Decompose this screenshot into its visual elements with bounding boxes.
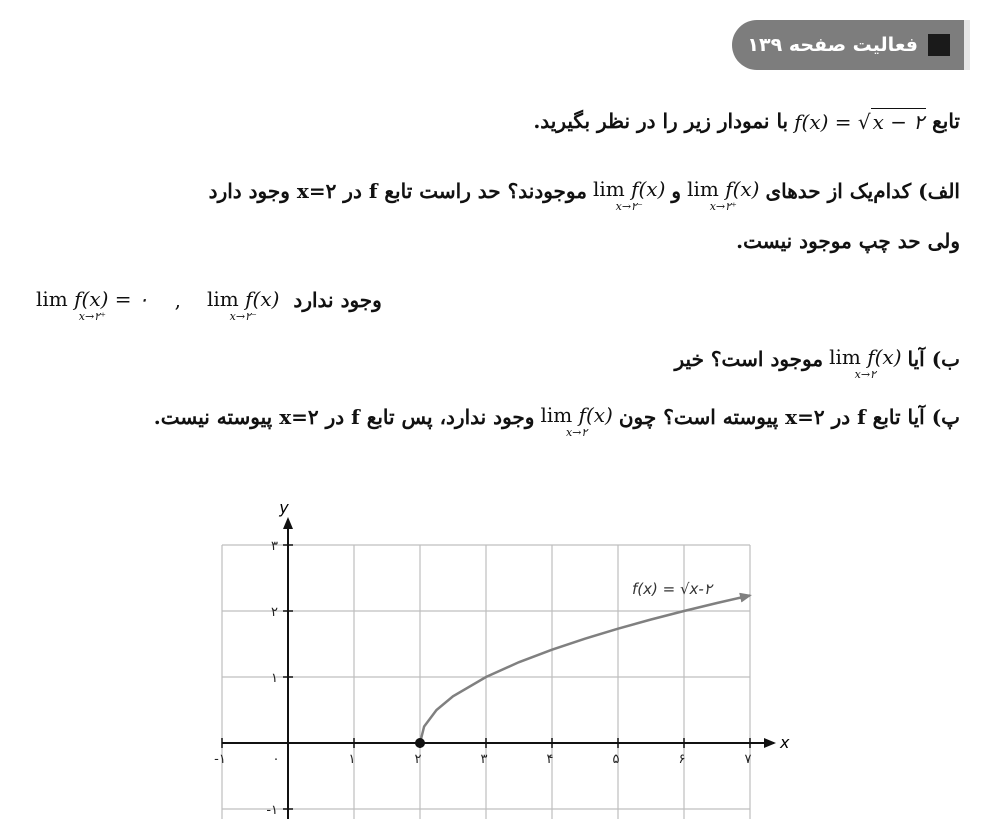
x-axis-label: x bbox=[780, 733, 790, 752]
pe-lim-word: lim bbox=[540, 403, 573, 427]
ans-lim-left-word: lim bbox=[207, 287, 239, 311]
be-lim-word: lim bbox=[829, 345, 861, 369]
lim-right-word: lim bbox=[687, 177, 719, 201]
ans-lim-right-word: lim bbox=[36, 287, 68, 311]
badge-stripe bbox=[964, 20, 970, 70]
intro-line bbox=[533, 108, 960, 135]
endpoint-dot bbox=[415, 738, 425, 748]
lim-left-word: lim bbox=[592, 177, 625, 201]
answer-alef bbox=[36, 288, 382, 323]
lim-left-sub: x→۲⁻ bbox=[615, 200, 643, 213]
be-rest: موجود است؟ خیر bbox=[674, 347, 824, 371]
square-icon bbox=[928, 34, 950, 56]
pe-lim bbox=[540, 404, 612, 439]
grid bbox=[222, 545, 750, 819]
be-lim-fx: f(x) bbox=[867, 345, 902, 369]
lim-left bbox=[593, 178, 665, 213]
series-line bbox=[420, 595, 750, 743]
x-tick-label: ۵ bbox=[612, 752, 620, 767]
pe-lim-sub: x→۲ bbox=[565, 426, 588, 439]
pe-label: پ) آیا تابع f در ۲=x پیوسته است؟ چون bbox=[618, 405, 960, 429]
x-tick-label: -۱ bbox=[214, 752, 226, 767]
activity-badge bbox=[732, 20, 964, 70]
ans-lim-right-sub: x→۲⁺ bbox=[78, 310, 106, 323]
lim-right-sub: x→۲⁺ bbox=[709, 200, 737, 213]
question-pe bbox=[154, 404, 960, 439]
alef-and: و bbox=[671, 179, 682, 203]
curve bbox=[415, 595, 750, 748]
function-label: f(x) = √x-۲ bbox=[632, 580, 712, 598]
ans-lim-left-sub: x→۲⁻ bbox=[229, 310, 257, 323]
ans-lim-right-fx: f(x) = ۰ bbox=[74, 287, 149, 311]
sqrt-symbol: √ x − ۲ bbox=[857, 110, 925, 134]
ans-lim-left-fx: f(x) bbox=[245, 287, 280, 311]
axes bbox=[222, 498, 790, 819]
lim-right-fx: f(x) bbox=[725, 177, 760, 201]
alef-label: الف) کدام‌یک از حدهای bbox=[765, 179, 960, 203]
ans-lim-right bbox=[36, 288, 149, 323]
alef-rest: موجودند؟ حد راست تابع f در ۲=x وجود دارد bbox=[208, 179, 587, 203]
x-tick-label: ۶ bbox=[678, 752, 686, 767]
x-tick-label: ۴ bbox=[546, 752, 554, 767]
alef-line2: ولی حد چپ موجود نیست. bbox=[736, 229, 960, 253]
x-tick-label: ۰ bbox=[272, 752, 280, 767]
pe-rest: وجود ندارد، پس تابع f در ۲=x پیوسته نیست. bbox=[153, 405, 535, 429]
ans-left-text: وجود ندارد bbox=[293, 288, 382, 312]
be-label: ب) آیا bbox=[907, 347, 960, 371]
intro-pre: تابع bbox=[932, 109, 960, 133]
x-tick-label: ۲ bbox=[414, 752, 422, 767]
x-tick-label: ۱ bbox=[348, 752, 356, 767]
x-tick-label: ۳ bbox=[480, 752, 488, 767]
be-lim bbox=[829, 346, 901, 381]
lim-left-fx: f(x) bbox=[631, 177, 666, 201]
intro-formula bbox=[794, 108, 926, 135]
intro-post: با نمودار زیر را در نظر بگیرید. bbox=[533, 109, 789, 133]
intro-radicand: x − ۲ bbox=[872, 110, 925, 134]
x-tick-label: ۷ bbox=[744, 752, 752, 767]
y-axis-label: y bbox=[279, 498, 289, 517]
question-alef bbox=[209, 178, 960, 213]
y-tick-label: ۱ bbox=[271, 671, 278, 686]
question-be bbox=[675, 346, 960, 381]
y-tick-label: ۲ bbox=[271, 605, 278, 620]
ans-separator: , bbox=[174, 288, 181, 312]
lim-right bbox=[687, 178, 759, 213]
y-tick-label: -۱ bbox=[266, 803, 278, 818]
intro-formula-lhs: f(x) = bbox=[794, 110, 852, 134]
y-tick-label: ۳ bbox=[271, 539, 278, 554]
be-lim-sub: x→۲ bbox=[854, 368, 876, 381]
question-alef-line2 bbox=[736, 228, 960, 254]
ticks bbox=[214, 539, 751, 818]
pe-lim-fx: f(x) bbox=[578, 403, 613, 427]
ans-lim-left bbox=[207, 288, 279, 323]
badge-title: فعالیت صفحه ۱۳۹ bbox=[747, 34, 918, 56]
